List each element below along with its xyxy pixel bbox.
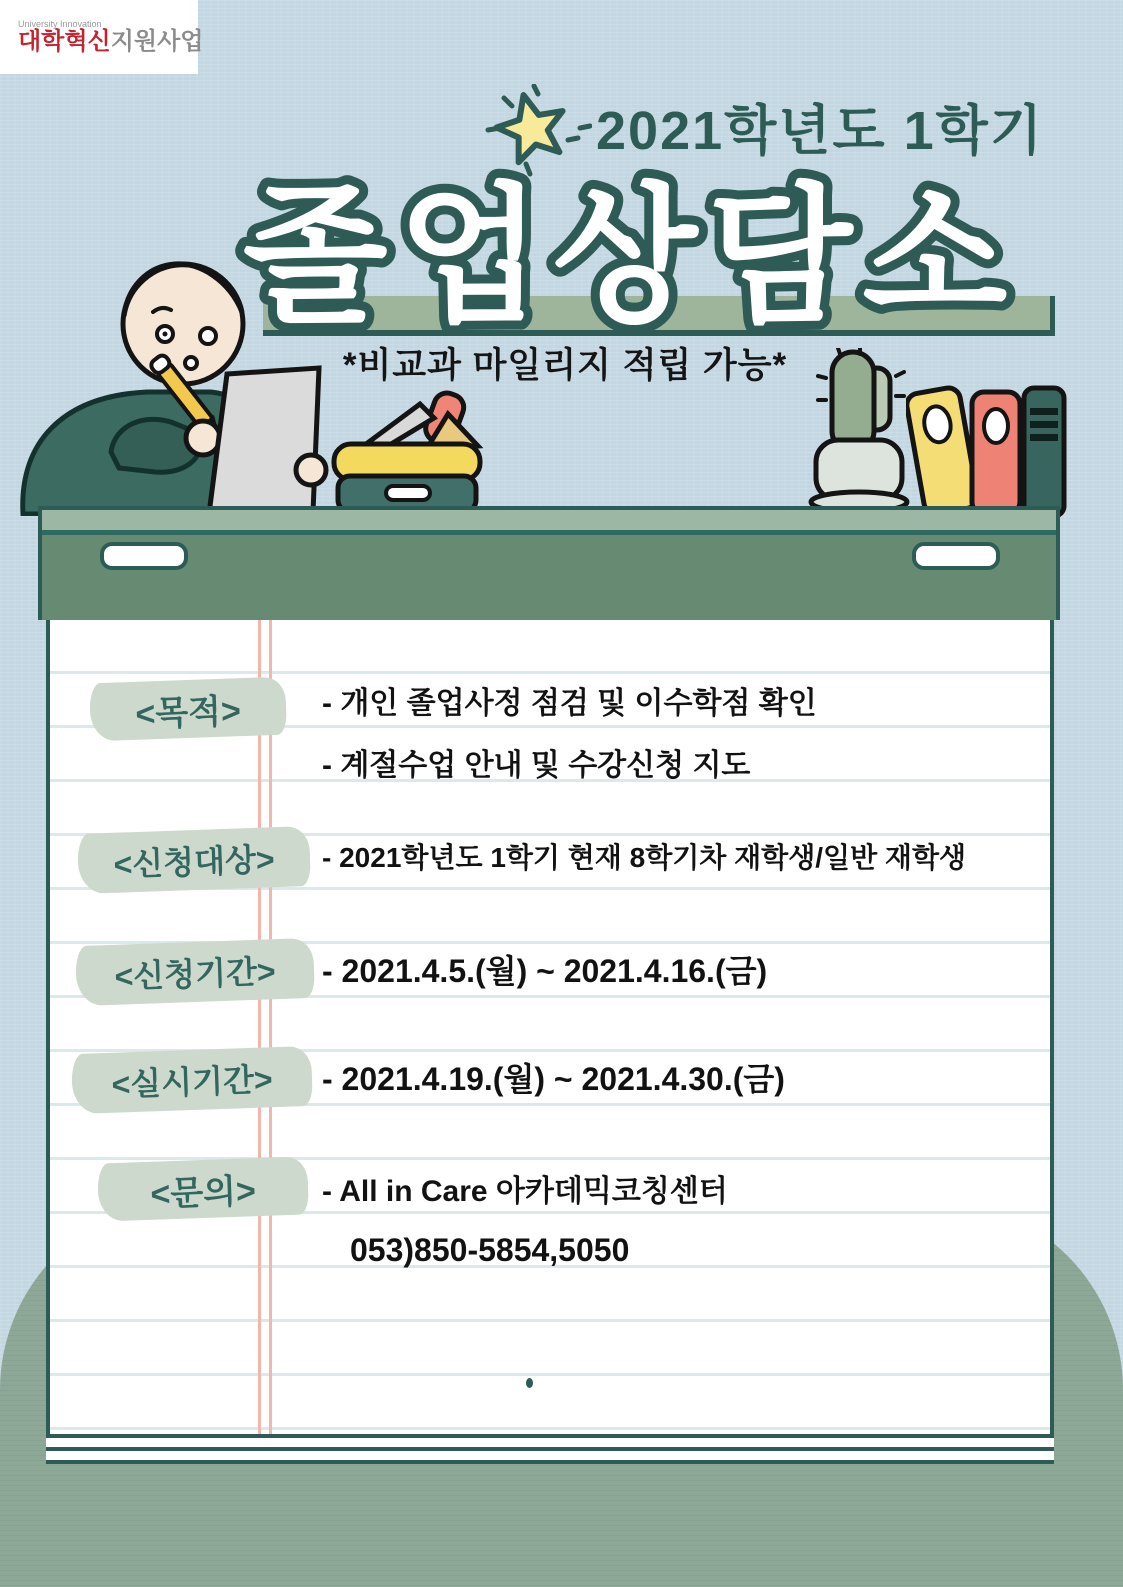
book-yellow	[906, 386, 979, 516]
university-innovation-logo	[0, 0, 204, 74]
pencil-case-illustration	[330, 388, 485, 516]
subtitle: *비교과 마일리지 적립 가능*	[342, 346, 788, 385]
desk-top-edge	[42, 510, 1056, 535]
logo-name-highlight: 대학혁신	[18, 28, 111, 56]
semester-heading: 2021학년도 1학기	[596, 101, 1044, 161]
section-label-purpose: <목적>	[89, 677, 287, 742]
section-line: - 2021.4.19.(월) ~ 2021.4.30.(금)	[322, 1061, 785, 1097]
logo-name-rest: 지원사업	[110, 28, 204, 56]
section-line: - 2021.4.5.(월) ~ 2021.4.16.(금)	[322, 953, 768, 989]
section-label-application-period: <신청기간>	[75, 938, 315, 1006]
notepad-page-stack	[46, 1434, 1054, 1464]
book-teal	[1024, 388, 1064, 516]
drawer-handle-right	[912, 542, 1000, 570]
main-title-art	[180, 148, 1080, 353]
paper-sheet	[209, 368, 319, 514]
section-label-contact: <문의>	[97, 1156, 309, 1221]
section-label-eligibility: <신청대상>	[77, 826, 311, 894]
notebook-page	[46, 620, 1054, 1434]
logo-texts	[18, 20, 204, 55]
book-salmon	[972, 392, 1020, 514]
section-line: - 2021학년도 1학기 현재 8학기차 재학생/일반 재학생	[322, 842, 967, 873]
logo-tagline: University Innovation	[18, 18, 102, 29]
main-title: 졸업상담소	[242, 172, 1018, 340]
margin-line	[269, 620, 272, 1434]
desk	[38, 506, 1060, 620]
section-line: - All in Care 아카데믹코칭센터	[322, 1175, 728, 1208]
books-illustration	[906, 376, 1070, 518]
pen-dot	[526, 1378, 533, 1388]
section-label-counseling-period: <실시기간>	[71, 1046, 313, 1114]
section-line: - 개인 졸업사정 점검 및 이수학점 확인	[322, 687, 817, 720]
section-line: - 계절수업 안내 및 수강신청 지도	[322, 749, 751, 782]
margin-line	[258, 620, 261, 1434]
drawer-handle-left	[100, 542, 188, 570]
logo-name	[18, 29, 204, 54]
contact-phone: 053)850-5854,5050	[350, 1232, 630, 1268]
